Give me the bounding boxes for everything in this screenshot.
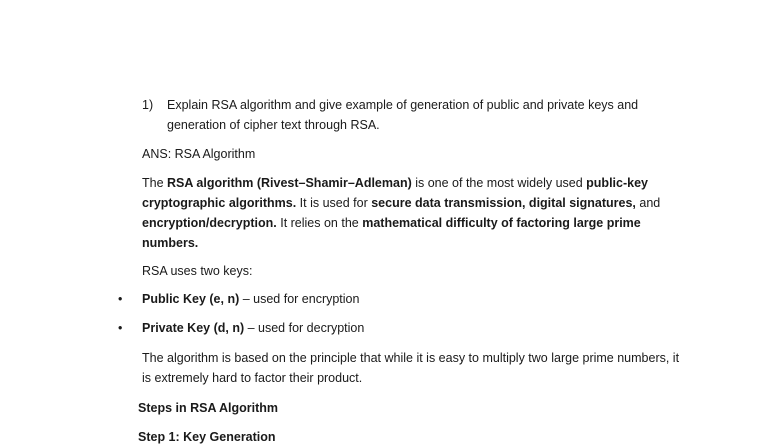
intro-bold-4: encryption/decryption. [142, 216, 277, 230]
intro-bold-5: mathematical difficulty of factoring large prime numbers. [142, 216, 641, 250]
intro-bold-3: secure data transmission, digital signatures, [371, 196, 636, 210]
question-item [142, 95, 682, 135]
principle-paragraph: The algorithm is based on the principle that while it is easy to multiply two large prime numbers, it is extremely hard to factor their product. [142, 351, 680, 385]
step1-heading: Step 1: Key Generation [138, 430, 276, 444]
bullet-glyph: • [118, 321, 123, 335]
public-key-label: Public Key (e, n) [142, 292, 240, 306]
list-item-public-key [142, 289, 359, 309]
intro-text-3: It is used for [296, 196, 372, 210]
public-key-desc: – used for encryption [239, 292, 360, 306]
intro-text-2: is one of the most widely used [411, 176, 587, 190]
intro-paragraph [142, 173, 682, 253]
bullet-glyph: • [118, 292, 123, 306]
intro-text-4: and [635, 196, 661, 210]
list-item-private-key [142, 318, 364, 338]
private-key-desc: – used for decryption [244, 321, 365, 335]
intro-bold-1: RSA algorithm (Rivest–Shamir–Adleman) [167, 176, 412, 190]
keys-intro: RSA uses two keys: [142, 264, 253, 278]
intro-bold-2: public-key cryptographic algorithms. [142, 176, 648, 210]
intro-text-1: The [142, 176, 168, 190]
private-key-label: Private Key (d, n) [142, 321, 245, 335]
steps-heading: Steps in RSA Algorithm [138, 401, 279, 415]
question-text: Explain RSA algorithm and give example of generation of public and private keys and generation of cipher text through RSA. [167, 98, 639, 132]
answer-label: ANS: RSA Algorithm [142, 147, 256, 161]
intro-text-5: It relies on the [276, 216, 363, 230]
question-number: 1) [142, 98, 154, 112]
